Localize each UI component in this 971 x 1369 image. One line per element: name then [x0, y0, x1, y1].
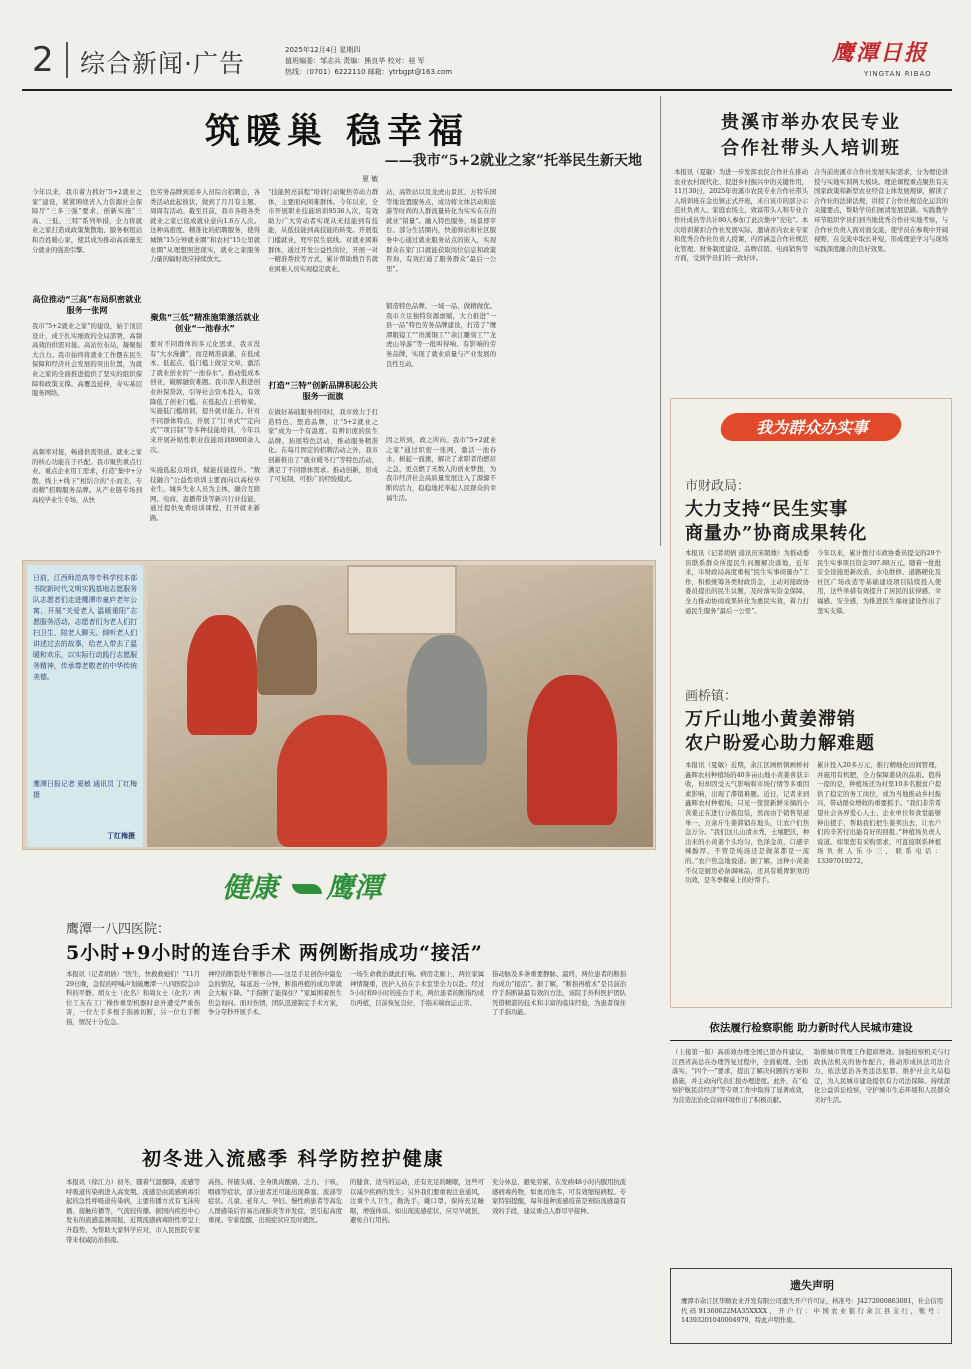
guixi-body-right: 合当前贵溪市合作社发展实际需求，分为理论讲授与实地实训两大板块。理论课程重点聚焦有关国家政策和新型农业经营主体发展规律，解读了合作社的法律法规，讲授了合作社规范化运营的关键要点，帮助学员们厘清发展思路。实践教学环节组织学员们到当地优秀合作社实地考察，与合作社负责人面对面交流，使学员在参观中开阔视野，在交流中取长补短，形成理论学习与现场实践深度融合的良好效果。: [814, 168, 948, 253]
hospital-body-2: 神经的断裂处不断修合——这是手足创伤中最危急的情况，每延迟一分钟，断指再植的成功率就会大幅下降。“手指断了能保住？”家属围着医生焦急询问。面对伤情，团队迅速制定手术方案，争分夺秒开展手术。: [208, 970, 342, 1017]
photo-credit: 丁红梅摄: [107, 831, 135, 840]
page-header: [22, 30, 952, 90]
main-article-byline: 夏 敏: [362, 175, 379, 183]
volunteer-figure: [277, 715, 387, 847]
health-banner-b: 鹰潭: [326, 871, 383, 904]
body-text: 在做好基础服务的同时，我市致力于打造特色、塑造品牌，让“5+2就业之家”成为一个有温度、有辨识度的民生品牌。拓展特色活动，推动服务精准化。在每月固定的招聘活动之外，我市创新推出了“就业暖冬行”等特色活动，满足了不同群体需求。推动创新，形成了可复制、可推广的经验模式。: [268, 408, 378, 484]
main-article-title: 筑暖巢 稳幸福: [204, 111, 470, 152]
article-subhead-2: 聚焦“三低”精准施策激活就业创业“一池春水”: [150, 312, 260, 333]
procuratorate-title: 依法履行检察职能 助力新时代人民城市建设: [709, 1022, 913, 1034]
hospital-kicker: 鹰潭一八四医院：: [66, 922, 171, 937]
body-text: 高频率对接，畅通供需渠道。就业之家的核心功能在于匹配。我市聚焦重点行业、重点企业用工需求，打造“集中+分散、线上+线下”相结合的“小而美、专而精”招聘服务品牌。从产业链专场到高校毕业生专场，从快: [32, 448, 142, 504]
date-line: 2025年12月4日 星期四: [285, 46, 361, 54]
volunteer-figure: [527, 675, 617, 825]
header-rule: [22, 89, 952, 91]
livelihood-banner-text: 我为群众办实事: [755, 418, 868, 437]
health-banner-a: 健康: [222, 871, 279, 904]
leaf-icon: [292, 884, 322, 894]
body-text: 今年以来，我市着力抓好“5+2就业之家”建设，紧紧围绕省人力资源社会保障厅“三多三强”要求，创新实施“三高、三低、三特”系列举措，全力将就业之家打造成政策集散地、服务枢纽站和百姓暖心家，使其成为推动高质量充分就业的强劲引擎。: [32, 188, 142, 254]
flu-title: 初冬进入流感季 科学防控护健康: [142, 1148, 445, 1170]
body-text: 色劳务品牌到返乡人员综合招聘会，各类活动此起彼伏，做到了月月有主题、周周有活动。截至目前，我市各级各类就业之家已促成就业意向1.6万人次。这种高密度、精准化的招聘服务，使得城镇“15分钟就业圈”和农村“15公里就业圈”从理想照进现实，就业之家服务力量的辐射效应持续放大。: [150, 188, 260, 264]
flu-body-4: 充分休息，避免劳累，在发病48小时内服用抗流感病毒药物，如奥司他韦，可有效缩短病程。专家特别提醒，每年接种流感疫苗是预防流感最有效的手段，建议重点人群尽早接种。: [492, 1178, 626, 1215]
main-article-subtitle: ——我市“5+2就业之家”托举民生新天地: [384, 153, 642, 169]
volunteer-figure: [257, 605, 317, 695]
body-text: 实施低起点培训，赋能技能提升。“数技融合”公益性培训主要面向以高校毕业生、城乡失业人员为主体，融合互联网、电商、直播带货等新兴行业技能，通过提供免费培训课程，打开就业新路。: [150, 466, 260, 522]
hospital-title: 5小时+9小时的连台手术 两例断指成功“接活”: [66, 942, 483, 964]
finance-body-left: 本报讯（记者胡倩 通讯员宋超雄）为推动委员联系群众所提民生问题解决落地，近年来，市财政局高度重视“民生实事商量办”工作，积极统筹各类财政资金，主动对接政协委员提出的民生议题，及时落实资金保障，全力推动协商成果转化为惠民实效，着力打通民生服务“最后一公里”。: [685, 549, 809, 615]
finance-title-line-1: 大力支持“民生实事: [685, 499, 849, 520]
body-text: 站、高铁站以及龙虎山景区、万特乐园等地设置服务点，成功将文体活动和旅游等时尚的人群流量转化为实实在在的就业“留量”。融入特色服务，场景即平台。部分生活圈内，快递驿站和社区服务中心通过就业服务站点的嵌入，实现群众在家门口就能获取岗位信息和政策咨询，有效打通了服务群众“最后一公里”。: [386, 188, 496, 273]
body-text: 我市“5+2就业之家”的建设，始于顶层设计，成于扎实细致的全局部署，高频高效的供需对接。高站位布局，凝聚强大合力。我市始终将就业工作摆在民生保障和经济社会发展的突出位置，为就业之家的全面推进提供了坚实的组织保障和政策支撑。高覆盖延伸，夯实基层服务网络。: [32, 322, 142, 398]
elderly-figure: [407, 635, 487, 765]
flu-body-2: 高热、伴随头痛、全身肌肉酸痛、乏力、干咳、咽痛等症状，部分患者还可能出现鼻塞、流涕等症状。儿童、老年人、孕妇、慢性病患者等高危人群感染后容易出现肺炎等并发症，需引起高度重视。专家提醒，出现症状应及时就医。: [208, 1178, 342, 1225]
finance-kicker: 市财政局：: [685, 479, 751, 494]
section-title: 综合新闻·广告: [80, 49, 245, 78]
huaqiao-body-right: 累计投入20多万元，推行精细化田间管理，并施用有机肥，全力保障姜块的品质。值得一提的是，种植场还为村里10多名脱贫户提供了稳定的务工岗位，成为当地推动乡村振兴、带动群众增收的重要抓手。“我们非常希望社会各界爱心人士、企业单位和食堂能够伸出援手，帮助我们把生姜卖出去，让农户们的辛苦付出能有好的回报。”种植场负责人说道。如果您有采购需求，可直接联系种植场负责人乐小三，联系电话：13397019272。: [817, 761, 941, 865]
article-column-4: [386, 188, 496, 550]
photo-caption: 日前，江西师范高等专科学校本部书院新时代文明实践基地志愿服务队志愿者们走进鹰潭市童庐老年公寓，开展“关爱老人 温暖重阳”志愿服务活动。志愿者们为老人们打扫卫生、陪老人聊天、倾听老人们讲述过去的故事，给老人带去了温暖和欢乐，以实际行动践行志愿服务精神，传承尊老敬老的中华传统美德。: [33, 574, 137, 681]
hospital-body-1: 本报讯（记者胡倩）“医生，快救救她们！”11月29日晚，急促的呼喊声划破鹰潭一八四医院急诊科的平静。胡女士（化名）和周女士（化名）两位工友在工厂操作重型机器时意外遭受严重伤害，一位左手多根手指被切断，另一位右手断指，情况十分危急。: [66, 970, 200, 1026]
staff-line: 值班编委：邹志兵 责编：熊良华 校对：桂 军: [285, 57, 425, 65]
newspaper-logo-pinyin: YINGTAN RIBAO: [864, 70, 932, 78]
huaqiao-title-line-2: 农户盼爱心助力解难题: [685, 733, 875, 754]
notice-body: 鹰潭市余江区华顺农业开发有限公司遗失开户许可证，核准号：J4272000863001，社会信用代码91360622MA35XXXX，开户行：中国农业银行余江县支行，账号：14393201040004979，特此声明作废。: [681, 1297, 943, 1325]
body-text: 要对不同群体的多元化需求，我市没有“大水漫灌”，而是精准滴灌，在低成本、低起点、低门槛上做足文章，激活了就业创业的“一池春水”。推动低成本创业，破解融资难题。我市深入推进创业担保贷款，引导社会资本投入，有效降低了创业门槛。在低起点上搭桥梁。实施低门槛培训，提升就业能力。针对不同群体特点，开展了“订单式”“定向式”“项目制”等多种技能培训，今年以来开展补贴性职业技能培训8900余人次。: [150, 340, 260, 454]
header-divider: [66, 42, 68, 78]
procuratorate-body-2: 助推城市管理工作提质增效。加强检察机关与行政执法机关的协作配合，推动形成执法司法合力，依法惩治各类违法犯罪，维护社会大局稳定，为人民城市建设提供有力司法保障。持续深化公益诉讼检察，守护城市生态环境和人民群众美好生活。: [814, 1048, 950, 1104]
flu-body-1: 本报讯（徐江力）初冬，随着气温骤降，流感等呼吸道传染病进入高发期。流感是由流感病毒引起的急性呼吸道传染病，主要传播方式有飞沫传播、接触传播等，气流较传播。据国内疾控中心发布的流感监测周报，近期流感病毒阳性率呈上升趋势，为帮助大家科学应对，市人民医院专家带来权威防治指南。: [66, 1178, 200, 1244]
article-column-3: [268, 188, 378, 550]
main-article: [22, 96, 652, 556]
finance-body-right: 今年以来，累计拨付市政协委员提交的29个民生实事项目资金397.88万元。随着一批批安全设施更新改造、水电维修、道路硬化及社区广场改造等基础建设项目陆续投入使用，这些举措有效提升了居民的获得感、幸福感、安全感，为推进民生福祉建设作出了坚实支撑。: [817, 549, 941, 615]
window-frame: [347, 565, 457, 635]
volunteers-photo: [147, 565, 653, 847]
body-text: “技能照亮前程”培训行动聚焦劳动力群体，主要面向困难群体。今年以来，全市开展职业技能培训9536人次，有效助力广大劳动者实现从无技能到有技能，从低技能到高技能的转变。开展低门槛就业，兜牢民生底线。对就业困难群体，通过开发公益性岗位，开展一对一精准帮扶等方式，累计帮助数百名就业困难人员实现稳定就业。: [268, 188, 378, 273]
page-number: 2: [32, 40, 54, 80]
article-subhead-3: 打造“三特”创新品牌积起公共服务一面旗: [268, 380, 378, 401]
notice-title: 遗失声明: [790, 1279, 834, 1292]
newspaper-logo: 鹰潭日报: [832, 40, 929, 66]
health-banner: [222, 862, 462, 906]
contact-line: 热线：（0701）6222110 邮箱：ytrbgpt@163.com: [285, 68, 453, 76]
guixi-title-line-2: 合作社带头人培训班: [721, 138, 901, 159]
guixi-article: [670, 96, 952, 396]
flu-body-3: 的健食、适当的运动，还有充足的睡眠，这些可以减少疾病的发生；另外我们要重视注意通风，注重个人卫生，勤洗手，戴口罩，保持充足睡眠，增强体质。如出现流感症状，应尽早就医，避免自行用药。: [350, 1178, 484, 1225]
huaqiao-title-line-1: 万斤山地小黄姜滞销: [685, 709, 856, 730]
hospital-body-3: 一场生命救治就此打响。病房走廊上，两位家属神情凝重，医护人员在手术室里全力以赴。经过5小时和9小时的连台手术，两位患者的断指均成功再植，目前恢复良好，手指末端血运正常。: [350, 970, 484, 1007]
body-text: 锻造特色品牌，一域一品、做精做优。我市立足独特资源禀赋，大力推进“一县一品”特色劳务品牌建设，打造了“鹰潭眼镜工”“贵溪铜工”“余江雕刻工”“龙虎山导游”等一批叫得响、有影响的劳务品牌，实现了就业质量与产业发展的良性互动。: [386, 302, 496, 368]
volunteer-figure: [187, 615, 257, 735]
photo-section: [22, 560, 656, 850]
article-subhead-1: 高位推动“三高”布局织密就业服务一张网: [32, 294, 142, 315]
body-text: 因之所到，政之所向。我市“5+2就业之家”通过织密一张网、激活一池春水、树起一面旗，解决了求职者的燃眉之急，更点燃了无数人的创业梦想，为我市经济社会高质量发展注入了源源不断的活力，稳稳地托举起人民群众的幸福生活。: [386, 436, 496, 502]
photo-caption-b: 鹰潭日报记者 夏敏 通讯员 丁红梅 摄: [33, 780, 137, 799]
title-underline: [670, 1040, 952, 1041]
procuratorate-article: [670, 1014, 952, 1264]
lost-notice: [670, 1268, 952, 1344]
guixi-body-left: 本报讯（夏敏）为进一步发挥农民合作社在推动农业农村现代化、促进乡村振兴中的关键作用，11月30日，2025年贵溪市农民专业合作社带头人培训班在金也镇正式开班，来自该市的部分示范社负责人、家庭农场主、致富带头人和专业合作社成员等共计80人参加了此次集中“充电”。本次培训紧扣合作社发展实际，邀请省内农业专家和优秀合作社负责人授课，内容涵盖合作社规范化管理、财务制度建设、品牌营销、电商销售等方面，受到学员们的一致好评。: [674, 168, 808, 263]
livelihood-section: [670, 398, 952, 1008]
column-divider: [660, 96, 661, 546]
finance-title-line-2: 商量办”协商成果转化: [685, 523, 868, 544]
procuratorate-body-1: （上接第一版）高质效办理全国已第办件建议，江西省高总在办理答复过程中，全面梳理、全面落实，“四个一”要求，提出了解决问题的方案和措施，并主动向代表汇报办理进度。此外，在“检察护航民营经济”等专项工作中取得了显著成效，为营造法治化营商环境作出了积极贡献。: [672, 1048, 808, 1104]
health-section: [22, 858, 656, 1348]
huaqiao-body-left: 本报讯（夏敏）近期，余江区画桥镇画桥村鑫辉农村种植场的40多亩山地小黄姜喜获丰收，但却因受天气影响和市场行情等多重因素影响，出现了滞销难题。近日，记者来到鑫辉农村种植场，只见一筐筐新鲜采摘的小黄姜正在进行分拣包装，然而由于销售渠道单一，万余斤生姜滞销在地头，让农户们焦急万分。“我们这儿山清水秀，土壤肥沃，种出来的小黄姜个头均匀、色泽金黄，口感辛辣醇厚，不管是炖汤还是做菜都是一流的。”农户焦急地说道。据了解，这种小黄姜不仅是厨房必备调味品，还具有暖胃驱寒的功效，是冬季餐桌上的好帮手。: [685, 761, 809, 885]
article-column-2: [150, 188, 260, 550]
guixi-title-line-1: 贵溪市举办农民专业: [721, 112, 901, 133]
photo-caption-box: [27, 565, 143, 847]
hospital-body-4: 指动脉及多条重要静脉、最终，两位患者的断指均成功“接活”。据了解，“断指再植术”是目前治疗手指断缺最有效的方法，该院手外科医护团队凭借精湛的技术和丰富的临床经验，为患者保住了手指功能。: [492, 970, 626, 1017]
article-column-1: [32, 188, 142, 550]
huaqiao-kicker: 画桥镇：: [685, 689, 738, 704]
